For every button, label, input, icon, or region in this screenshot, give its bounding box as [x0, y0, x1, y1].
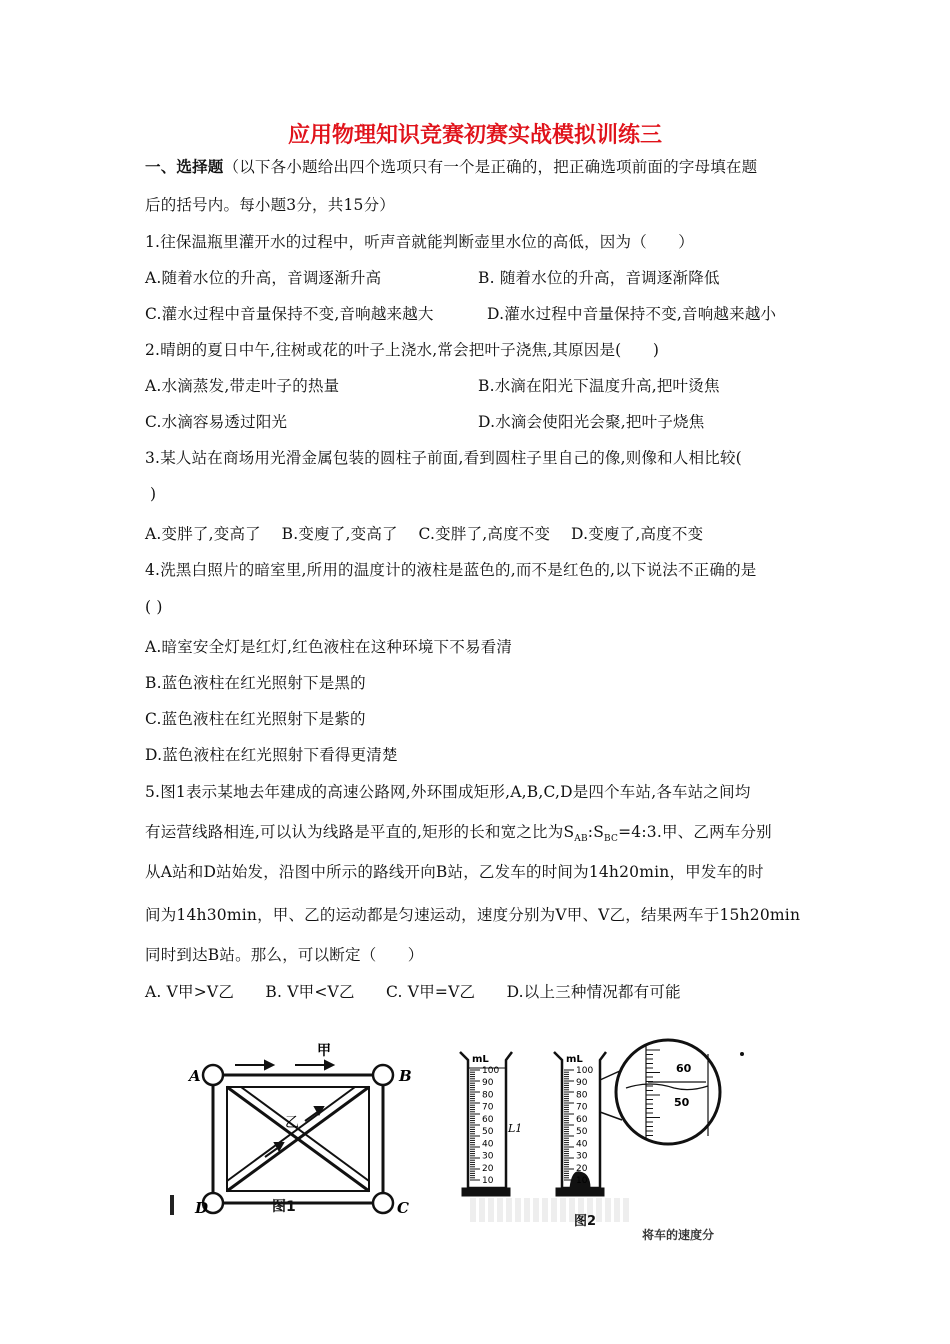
graduation-label: 70 [482, 1102, 494, 1113]
figure1-caption: 图1 [272, 1199, 296, 1215]
q4-option-a: A.暗室安全灯是红灯,红色液柱在这种环境下不易看清 [145, 638, 513, 656]
graduation-label: 50 [482, 1127, 494, 1138]
label-l1: L1 [508, 1122, 523, 1135]
label-jia: 甲 [317, 1043, 331, 1059]
graduation-label: 20 [482, 1163, 494, 1174]
q3-stem-2: ) [150, 485, 157, 503]
q5-line-2: 有运营线路相连,可以认为线路是平直的,矩形的长和宽之比为$S_{AB}:S_{BC}=4:3$.甲、乙两车分别 [145, 823, 772, 845]
q2-option-b: B.水滴在阳光下温度升高,把叶烫焦 [478, 377, 720, 395]
label-yi: 乙 [285, 1115, 299, 1131]
q4-stem-2: ( ) [145, 598, 163, 616]
figure2-cylinders [450, 1040, 760, 1220]
graduation-label: 60 [482, 1114, 494, 1125]
label-a: A [189, 1067, 201, 1085]
q1-option-d: D.灌水过程中音量保持不变,音响越来越小 [487, 305, 777, 323]
graduation-label: 100 [576, 1066, 594, 1076]
q2-option-a: A.水滴蒸发,带走叶子的热量 [145, 377, 340, 395]
q5-line-3: 从A站和D站始发，沿图中所示的路线开向B站，乙发车的时间为14h20min，甲发车的时 [145, 863, 764, 881]
q1-option-a: A.随着水位的升高，音调逐渐升高 [145, 269, 382, 287]
graduation-label: 20 [576, 1163, 588, 1174]
zoom-label-60: 60 [676, 1062, 692, 1075]
graduation-label: 80 [482, 1090, 494, 1101]
label-b: B [399, 1067, 412, 1085]
faint-scan-text [470, 1198, 630, 1222]
q3-options: A.变胖了,变高了 B.变廋了,变高了 C.变胖了,高度不变 D.变廋了,高度不变 [145, 525, 704, 543]
figure2-caption: 图2 [574, 1214, 597, 1229]
q1-option-c: C.灌水过程中音量保持不变,音响越来越大 [145, 305, 434, 323]
graduation-label: 50 [576, 1127, 588, 1138]
q4-option-c: C.蓝色液柱在红光照射下是紫的 [145, 710, 366, 728]
margin-mark [170, 1195, 174, 1215]
q1-stem: 1.往保温瓶里灌开水的过程中，听声音就能判断壶里水位的高低，因为（ ） [145, 233, 694, 251]
graduation-label: 40 [482, 1139, 494, 1150]
q5-line-4: 间为14h30min，甲、乙的运动都是匀速运动，速度分别为V甲、V乙，结果两车于15h20min [145, 906, 801, 924]
section-heading-line [145, 155, 757, 177]
section-heading: 一、选择题 [145, 158, 224, 176]
q5-options: A. V甲>V乙 B. V甲<V乙 C. V甲=V乙 D.以上三种情况都有可能 [145, 983, 681, 1001]
right-unit: mL [566, 1054, 583, 1065]
q3-stem-1: 3.某人站在商场用光滑金属包装的圆柱子前面,看到圆柱子里自己的像,则像和人相比较( [145, 449, 742, 467]
graduation-label: 90 [482, 1078, 494, 1089]
graduation-label: 30 [576, 1151, 588, 1162]
graduation-label: 10 [482, 1176, 494, 1186]
q5-line-1: 5.图1表示某地去年建成的高速公路网,外环围成矩形,A,B,C,D是四个车站,各车站之间均 [145, 783, 751, 801]
graduation-label: 80 [576, 1090, 588, 1101]
q2-option-d: D.水滴会使阳光会聚,把叶子烧焦 [478, 413, 705, 431]
figure2-faint-text: 将车的速度分 [642, 1228, 715, 1242]
q1-option-b: B. 随着水位的升高，音调逐渐降低 [478, 269, 720, 287]
q5-line-5: 同时到达B站。那么，可以断定（ ） [145, 946, 424, 964]
graduation-label: 90 [576, 1078, 588, 1089]
graduation-label: 100 [482, 1066, 500, 1076]
graduation-label: 30 [482, 1151, 494, 1162]
graduation-label: 70 [576, 1102, 588, 1113]
q2-option-c: C.水滴容易透过阳光 [145, 413, 288, 431]
graduation-label: 10 [576, 1176, 588, 1186]
zoom-label-50: 50 [674, 1096, 690, 1109]
label-c: C [397, 1199, 409, 1217]
q2-stem: 2.晴朗的夏日中午,往树或花的叶子上浇水,常会把叶子浇焦,其原因是( ) [145, 341, 660, 359]
graduation-label: 60 [576, 1114, 588, 1125]
label-d: D [195, 1199, 209, 1217]
q4-stem-1: 4.洗黑白照片的暗室里,所用的温度计的液柱是蓝色的,而不是红色的,以下说法不正确的是 [145, 561, 757, 579]
page-title: 应用物理知识竞赛初赛实战模拟训练三 [287, 123, 662, 148]
left-unit: mL [472, 1054, 489, 1065]
graduation-label: 40 [576, 1139, 588, 1150]
q4-option-d: D.蓝色液柱在红光照射下看得更清楚 [145, 746, 398, 764]
q4-option-b: B.蓝色液柱在红光照射下是黑的 [145, 674, 366, 692]
section-instruction-1: （以下各小题给出四个选项只有一个是正确的，把正确选项前面的字母填在题 [223, 158, 758, 176]
figure1-road-network [165, 1035, 425, 1220]
section-instruction-2: 后的括号内。每小题3分，共15分） [145, 196, 395, 214]
